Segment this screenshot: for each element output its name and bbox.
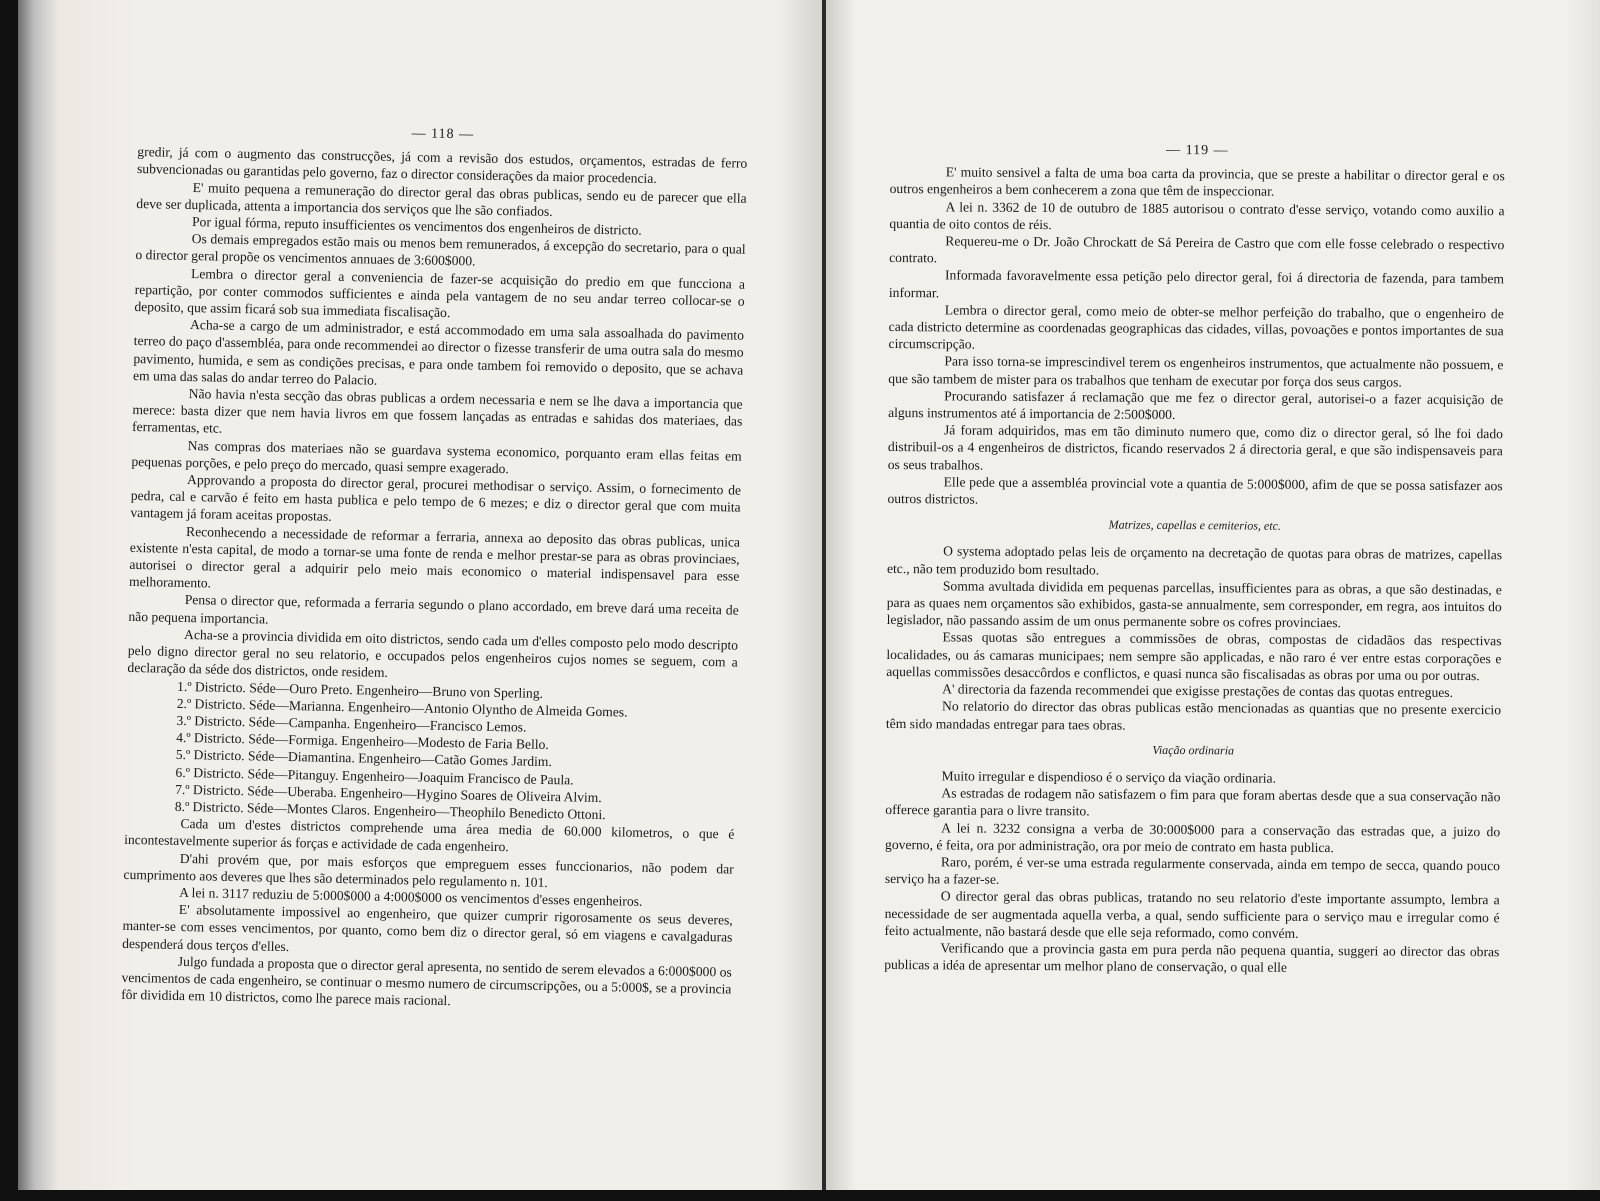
- paragraph: No relatorio do director das obras publicas estão mencionadas as quantias que no presente exercicio têm sido mandadas entregar para taes obras.: [885, 698, 1502, 733]
- paragraph: Verificando que a provincia gasta em pura perda não pequena quantia, suggeri ao director das obras publicas a idéa de apresentar um melhor plano de conservação, o qual elle: [884, 940, 1500, 975]
- paragraph: Para isso torna-se imprescindivel terem os engenheiros instrumentos, que actualmente não possuem, e que são tambem de mister para os trabalhos que tenham de executar por força dos seus cargos.: [888, 353, 1504, 390]
- left-page: [18, 0, 824, 1190]
- district-item: 6.º Districto. Séde—Pitanguy. Engenheiro—Joaquim Francisco de Paula.: [175, 764, 574, 787]
- paragraph: Informada favoravelmente essa petição pelo director geral, foi á directoria de fazenda, para tambem informar.: [888, 267, 1505, 300]
- paragraph: O director geral das obras publicas, tratando no seu relatorio d'este importante assumpto, lembra a necessidade de ser augmentada aquella verba, a qual, sendo sufficiente para o serviço mau e irregular como é feito actualmente, não bastará desde que elle seja reformado, como convém.: [884, 888, 1500, 941]
- district-item: 2.º Districto. Séde—Marianna. Engenheiro—Antonio Olyntho de Almeida Gomes.: [176, 695, 628, 720]
- paragraph: Lembra o director geral a conveniencia de fazer-se acquisição do predio em que funcciona a repartição, por conter commodos sufficientes e ainda pela vantagem de no seu andar terreo collocar-se o deposito, que assim ficará sob sua immediata fiscalisação.: [134, 265, 746, 321]
- paragraph: Requereu-me o Dr. João Chrockatt de Sá Pereira de Castro que com elle fosse celebrado o respectivo contrato.: [889, 233, 1505, 266]
- paragraph: Pensa o director que, reformada a ferraria segundo o plano accordado, em breve dará uma receita de não pequena importancia.: [128, 592, 739, 627]
- district-item: 5.º Districto. Séde—Diamantina. Engenheiro—Catão Gomes Jardim.: [175, 747, 552, 770]
- right-page: [826, 0, 1600, 1190]
- paragraph: gredir, já com o augmento das construcções, já com a revisão dos estudos, orçamentos, estradas de ferro subvencionadas ou garantidas pelo governo, faz o director considerações da maior procedencia.: [136, 144, 748, 187]
- paragraph: Muito irregular e dispendioso é o serviço da viação ordinaria.: [941, 768, 1277, 786]
- paragraph: Somma avultada dividida em pequenas parcellas, insufficientes para as obras, a que são destinadas, e para as quaes nem orçamentos são exhibidos, gasta-se annualmente, sem corresponder, em regra, aos intuitos do legislador, não passando assim de um onus permanente sobre os cofres provinciaes.: [886, 578, 1502, 631]
- district-item: 3.º Districto. Séde—Campanha. Engenheiro—Francisco Lemos.: [176, 712, 527, 735]
- district-item: 4.º Districto. Séde—Formiga. Engenheiro—Modesto de Faria Bello.: [176, 729, 549, 753]
- left-paragraphs-b: [121, 814, 735, 1015]
- right-paragraphs-c: [884, 767, 1500, 978]
- paragraph: A lei n. 3232 consigna a verba de 30:000$000 para a conservação das estradas que, a juizo do governo, é feita, ora por administração, ora por meio de contrato em hasta publica.: [885, 819, 1501, 855]
- right-paragraphs-b: [886, 542, 1502, 736]
- paragraph: E' absolutamente impossivel ao engenheiro, que quizer cumprir rigorosamente os seus deveres, manter-se com esses vencimentos, por quanto, como bem diz o director geral, só em viagens e cavalgaduras despenderá dous terços d'elles.: [122, 902, 733, 954]
- left-page-text: [121, 120, 748, 1015]
- paragraph: Approvando a proposta do director geral, procurei methodisar o serviço. Assim, o fornecimento de pedra, cal e carvão é feito em hasta publica e pelo tempo de 6 mezes; e diz o director geral que com muita vantagem já foram aceitas propostas.: [130, 472, 742, 525]
- paragraph: Elle pede que a assembléa provincial vote a quantia de 5:000$000, afim de que se possa satisfazer aos outros districtos.: [887, 474, 1503, 507]
- scan-bottom-edge: [0, 1190, 1600, 1201]
- paragraph: Já foram adquiridos, mas em tão diminuto numero que, como diz o director geral, só lhe foi dado distribuil-os a 4 engenheiros de districtos, ficando reservados 2 á directoria geral, e que são indispensaveis para os seus trabalhos.: [887, 422, 1504, 473]
- paragraph: A lei n. 3117 reduziu de 5:000$000 a 4:000$000 os vencimentos d'esses engenheiros.: [179, 884, 643, 909]
- paragraph: Os demais empregados estão mais ou menos bem remunerados, á excepção do secretario, para o qual o director geral propõe os vencimentos annuaes de 3:600$000.: [135, 231, 746, 269]
- left-paragraphs-a: [127, 143, 747, 688]
- district-item: 8.º Districto. Séde—Montes Claros. Engenheiro—Theophilo Benedicto Ottoni.: [174, 798, 606, 823]
- paragraph: Essas quotas são entregues a commissões de obras, compostas de cidadãos das respectivas localidades, ou ás camaras municipaes; nem sempre são applicadas, e não raro é ver entre estas corporações e aquellas commissões desaccôrdos e conflictos, e quasi nunca são fiscalisadas as obras por uma ou por outras.: [886, 629, 1502, 684]
- district-list: [175, 677, 738, 825]
- paragraph: Acha-se a cargo de um administrador, e está accommodado em uma sala assoalhada do pavimento terreo do paço d'assembléa, para onde recommendei ao director o fizesse transferir de uma outra sala do mesmo pavimento, humida, e sem as condições precisas, e para onde tambem foi removido o deposito, que se achava em uma das salas do andar terreo do Palacio.: [132, 317, 745, 388]
- page-number-right: — 119 —: [1166, 142, 1229, 159]
- paragraph: Nas compras dos materiaes não se guardava systema economico, porquanto eram ellas feitas em pequenas porções, e pelo preço do mercado, quasi sempre exagerado.: [131, 437, 742, 477]
- paragraph: Reconhecendo a necessidade de reformar a ferraria, annexa ao deposito das obras publicas, unica existente n'esta capital, de modo a tornar-se uma fonte de renda e melhor prestar-se para as obras provinciaes, autorisei o director geral a adquirir pelo meio mais economico o material indispensavel para esse melhoramento.: [128, 523, 741, 591]
- paragraph: As estradas de rodagem não satisfazem o fim para que foram abertas desde que a sua conservação não offerece garantia para o livre transito.: [885, 785, 1501, 819]
- paragraph: Julgo fundada a proposta que o director geral apresenta, no sentido de serem elevados a 6:000$000 os vencimentos de cada engenheiro, se continuar o mesmo numero de circumscripções, ou a 5:000$, se a provincia fôr dividida em 10 districtos, como lhe parece mais racional.: [121, 953, 732, 1009]
- right-page-text: [884, 140, 1505, 978]
- paragraph: Não havia n'esta secção das obras publicas a ordem necessaria e nem se lhe dava a importancia que merece: basta dizer que nem havia livros em que fossem lançadas as entradas e sahidas dos materiaes, das ferramentas, etc.: [131, 386, 743, 437]
- district-item: 1.º Districto. Séde—Ouro Preto. Engenheiro—Bruno von Sperling.: [177, 678, 544, 701]
- paragraph: Cada um d'estes districtos comprehende uma área media de 60.000 kilometros, o que é incontestavelmente superior ás forças e actividade de cada engenheiro.: [124, 816, 735, 855]
- paragraph: Por igual fórma, reputo insufficientes os vencimentos dos engenheiros de districto.: [191, 214, 642, 238]
- district-item: 7.º Districto. Séde—Uberaba. Engenheiro—Hygino Soares de Oliveira Alvim.: [175, 781, 602, 805]
- paragraph: Procurando satisfazer á reclamação que me fez o director geral, autorisei-o a fazer acquisição de alguns instrumentos até á importancia de 2:500$000.: [888, 388, 1504, 423]
- paragraph: Acha-se a provincia dividida em oito districtos, sendo cada um d'elles composto pelo modo descripto pelo digno director geral no seu relatorio, e occupados pelos engenheiros cujos nomes se seguem, com a declaração da séde dos districtos, onde residem.: [127, 626, 739, 681]
- paragraph: D'ahi provém que, por mais esforços que empreguem esses funccionarios, não podem dar cumprimento aos deveres que lhes são determinados pelo regulamento n. 101.: [123, 850, 734, 890]
- paragraph: Lembra o director geral, como meio de obter-se melhor perfeição do trabalho, que o engenheiro de cada districto determine as coordenadas geographicas das cidades, villas, povoações e pontos importantes de sua circumscripção.: [888, 302, 1504, 352]
- paragraph: Raro, porém, é ver-se uma estrada regularmente conservada, ainda em tempo de secca, quando pouco serviço ha a fazer-se.: [884, 854, 1501, 887]
- paragraph: E' muito sensivel a falta de uma boa carta da provincia, que se preste a habilitar o director geral e os outros engenheiros a bem conhecerem a zona que têm de inspeccionar.: [889, 164, 1505, 200]
- right-paragraphs-a: [887, 163, 1504, 511]
- paragraph: A' directoria da fazenda recommendei que exigisse prestações de contas das quotas entregues.: [942, 681, 1454, 701]
- section-heading-matrizes: Matrizes, capellas e cemiterios, etc.: [1108, 517, 1282, 534]
- paragraph: A lei n. 3362 de 10 de outubro de 1885 autorisou o contrato d'esse serviço, votando como auxilio a quantia de oito contos de réis.: [889, 198, 1505, 232]
- paragraph: O systema adoptado pelas leis de orçamento na decretação de quotas para obras de matrizes, capellas etc., não tem produzido bom resultado.: [886, 543, 1503, 578]
- page-number-left: — 118 —: [411, 126, 475, 143]
- section-heading-viacao: Viação ordinaria: [1152, 742, 1235, 758]
- paragraph: E' muito pequena a remuneração do director geral das obras publicas, sendo eu de parecer que ella deve ser duplicada, attenta a importancia dos serviços que lhe são confiados.: [136, 179, 747, 219]
